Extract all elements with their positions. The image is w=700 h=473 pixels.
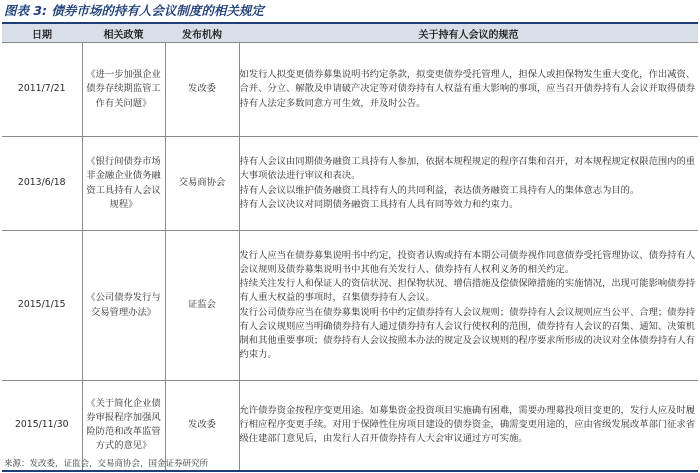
row-rules (239, 231, 698, 381)
header-rules: 关于持有人会议的规范 (239, 24, 698, 43)
rule-paragraph: 发行公司债券应当在债券募集说明书中约定债券持有人会议规则；债券持有人会议规则应当公平、合理；债券持有人会议规则应当明确债券持有人通过债券持有人会议行使权利的范围，债券持有人会议的召集、通知、决策机制和其他重要事项；债券持有人会议按照本办法的规定及会议规则的程序要求所形成的决议对全体债券持有人有约束力。 (239, 306, 696, 361)
header-date: 日期 (2, 24, 82, 43)
rule-paragraph: 持有人会议以维护债务融资工具持有人的共同利益，表达债务融资工具持有人的集体意志为目的。 (239, 184, 640, 196)
row-rules (239, 43, 698, 137)
row-date: 2015/11/30 (2, 381, 82, 471)
row-policy: 《银行间债券市场非金融企业债务融资工具持有人会议规程》 (82, 137, 165, 231)
rule-paragraph: 发行人应当在债券募集说明书中约定，投资者认购或持有本期公司债券视作同意债券受托管理协议、债券持有人会议规则及债券募集说明书中其他有关发行人、债券持有人权利义务的相关约定。 (239, 249, 696, 275)
rule-paragraph: 持续关注发行人和保证人的资信状况、担保物状况、增信措施及偿债保障措施的实施情况，出现可能影响债券持有人重大权益的事项时，召集债券持有人会议。 (239, 278, 696, 304)
header-org: 发布机构 (165, 24, 239, 43)
row-date: 2015/1/15 (2, 231, 82, 381)
regulation-table (2, 24, 698, 472)
row-policy: 《进一步加强企业债券存续期监管工作有关问题》 (82, 43, 165, 137)
row-date: 2011/7/21 (2, 43, 82, 137)
row-org: 发改委 (165, 381, 239, 471)
row-rules (239, 137, 698, 231)
row-policy: 《公司债券发行与交易管理办法》 (82, 231, 165, 381)
table-row (2, 137, 698, 231)
row-org: 交易商协会 (165, 137, 239, 231)
table-row (2, 231, 698, 381)
rule-paragraph: 持有人会议由同期债务融资工具持有人参加，依据本规程规定的程序召集和召开，对本规程规定权限范围内的重大事项依法进行审议和表决。 (239, 156, 696, 182)
rule-paragraph: 允许债券资金按程序变更用途。如募集资金投资项目实施确有困难，需要办理募投项目变更的，发行人应及时履行相应程序变更手续。对用于保障性住房项目建设的债券资金，确需变更用途的，应由省级发展改革部门征求省级住建部门意见后，由发行人召开债券持有人大会审议通过方可实施。 (239, 404, 696, 445)
rule-paragraph: 持有人会议决议对同期债务融资工具持有人具有同等效力和约束力。 (239, 198, 519, 210)
row-date: 2013/6/18 (2, 137, 82, 231)
row-org: 证监会 (165, 231, 239, 381)
row-policy: 《关于简化企业债券审报程序加强风险防范和改革监管方式的意见》 (82, 381, 165, 471)
figure-title: 图表 3: 债券市场的持有人会议制度的相关规定 (4, 3, 264, 18)
table-row (2, 43, 698, 137)
source-note: 来源：发改委，证监会，交易商协会，国金证券研究所 (4, 459, 209, 469)
rule-paragraph: 如发行人拟变更债券募集说明书约定条款，拟变更债券受托管理人，担保人或担保物发生重大变化，作出减资、合并、分立、解散及申请破产决定等对债券持有人权益有重大影响的事项，应当召开债券持有人会议并取得债券持有人法定多数同意方可生效，并及时公告。 (239, 69, 696, 109)
header-policy: 相关政策 (82, 24, 165, 43)
row-org: 发改委 (165, 43, 239, 137)
row-rules (239, 381, 698, 471)
table-header-row (2, 24, 698, 43)
